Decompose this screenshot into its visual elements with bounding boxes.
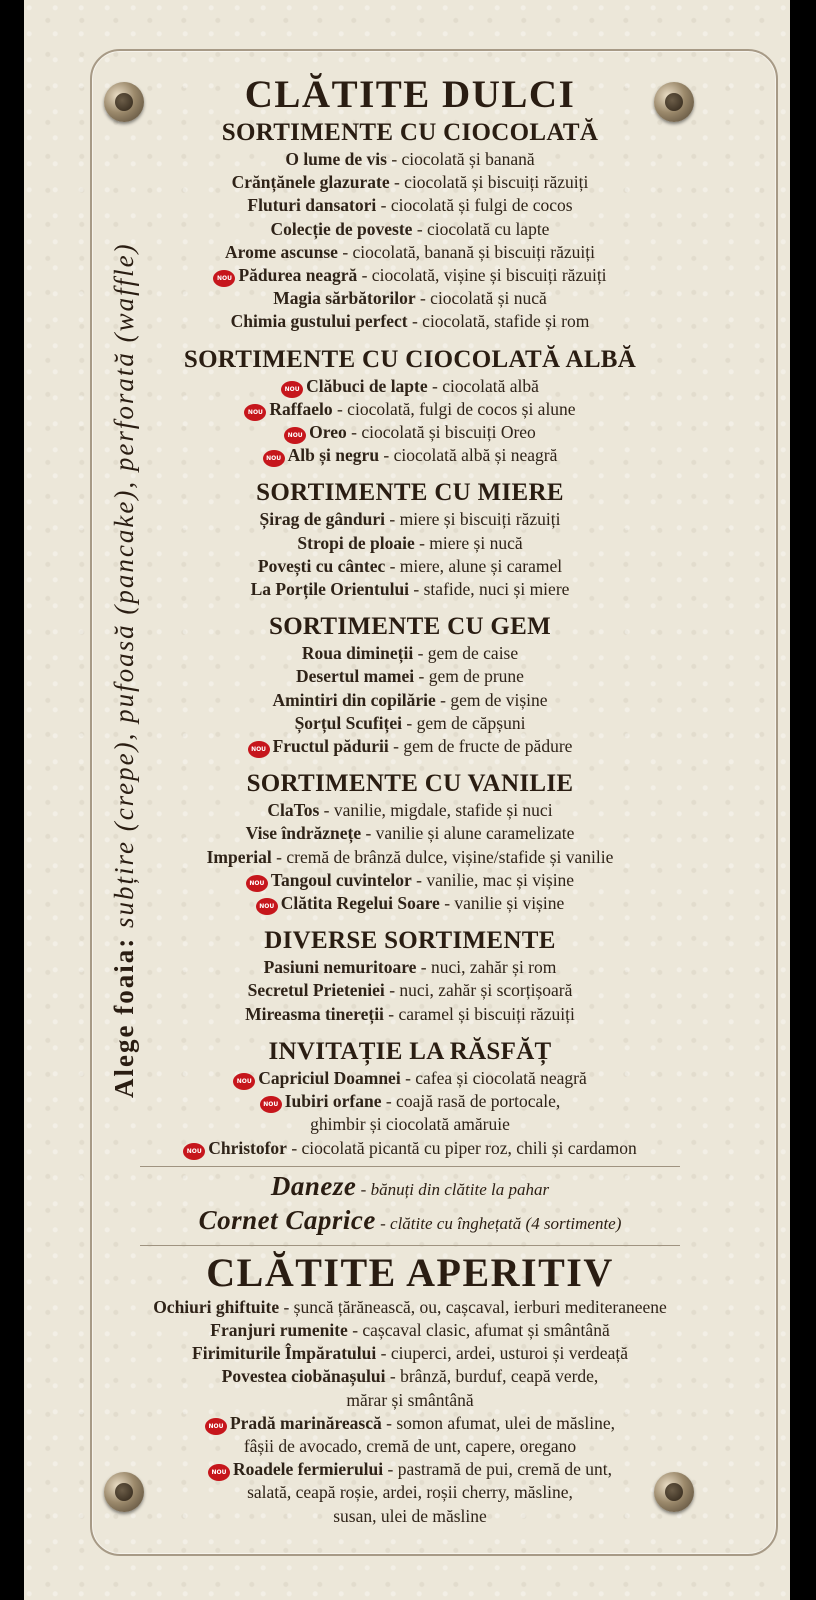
menu-item bbox=[100, 148, 720, 171]
item-description: - vanilie și alune caramelizate bbox=[361, 823, 575, 844]
item-description: - coajă rasă de portocale, bbox=[381, 1091, 561, 1112]
menu-item bbox=[100, 1342, 720, 1365]
special-description: - bănuți din clătite la pahar bbox=[356, 1179, 550, 1199]
item-name: Stropi de ploaie bbox=[297, 532, 415, 553]
menu-item bbox=[100, 218, 720, 241]
special-item bbox=[100, 1171, 720, 1205]
menu-item bbox=[100, 532, 720, 555]
item-description: - ciocolată cu lapte bbox=[412, 218, 550, 239]
new-badge-icon: NOU bbox=[233, 1073, 255, 1090]
item-description: - gem de fructe de pădure bbox=[388, 736, 573, 757]
new-badge-icon: NOU bbox=[281, 381, 303, 398]
menu-item bbox=[100, 892, 720, 915]
menu-item bbox=[100, 241, 720, 264]
aperitiv-title: CLĂTITE APERITIV bbox=[206, 1249, 614, 1295]
item-name: Roadele fermierului bbox=[232, 1459, 384, 1480]
new-badge-icon: NOU bbox=[213, 270, 235, 287]
section-gap bbox=[100, 915, 720, 926]
item-name: Alb și negru bbox=[287, 445, 380, 466]
item-name: Oreo bbox=[309, 422, 347, 443]
menu-section bbox=[100, 769, 720, 915]
item-description: - ciocolată și fulgi de cocos bbox=[376, 195, 573, 216]
menu-section bbox=[100, 926, 720, 1026]
menu-item bbox=[100, 1113, 720, 1136]
menu-item bbox=[100, 444, 720, 467]
item-description: fâșii de avocado, cremă de unt, capere, oregano bbox=[243, 1435, 577, 1456]
new-badge-icon: NOU bbox=[263, 450, 285, 467]
item-description: - nuci, zahăr și rom bbox=[416, 957, 557, 978]
menu-section bbox=[100, 1037, 720, 1160]
item-description: - gem de prune bbox=[414, 666, 524, 687]
section-title: SORTIMENTE CU MIERE bbox=[256, 479, 564, 507]
menu-section bbox=[100, 612, 720, 758]
item-name: Capriciul Doamnei bbox=[258, 1067, 401, 1088]
special-name: Cornet Caprice bbox=[198, 1204, 376, 1235]
item-description: - vanilie, migdale, stafide și nuci bbox=[319, 800, 553, 821]
menu-item bbox=[100, 1296, 720, 1319]
item-description: - caramel și biscuiți răzuiți bbox=[383, 1003, 575, 1024]
menu-item bbox=[100, 1319, 720, 1342]
item-description: - miere și biscuiți răzuiți bbox=[385, 509, 561, 530]
item-name: Mireasma tinereții bbox=[245, 1003, 384, 1024]
item-description: - gem de vișine bbox=[435, 689, 548, 710]
item-description: - cremă de brânză dulce, vișine/stafide și vanilie bbox=[271, 846, 614, 867]
item-description: - pastramă de pui, cremă de unt, bbox=[383, 1459, 613, 1480]
menu-item bbox=[100, 310, 720, 333]
item-description: - miere și nucă bbox=[414, 532, 523, 553]
sweet-sections bbox=[100, 118, 720, 1160]
item-name: Clăbuci de lapte bbox=[306, 375, 428, 396]
leaf-choice-prefix: Alege foaia: bbox=[109, 936, 139, 1098]
item-description: - miere, alune și caramel bbox=[385, 555, 563, 576]
menu-item bbox=[100, 665, 720, 688]
new-badge-icon: NOU bbox=[183, 1143, 205, 1160]
item-name: Christofor bbox=[208, 1137, 287, 1158]
item-description: - vanilie și vișine bbox=[439, 893, 565, 914]
item-name: Crănțănele glazurate bbox=[231, 172, 390, 193]
item-description: - ciocolată și biscuiți Oreo bbox=[346, 422, 536, 443]
item-description: - somon afumat, ulei de măsline, bbox=[381, 1412, 616, 1433]
item-description: salată, ceapă roșie, ardei, roșii cherry, măsline, bbox=[247, 1482, 573, 1503]
menu-item bbox=[100, 869, 720, 892]
section-gap bbox=[100, 601, 720, 612]
item-name: Povestea ciobănașului bbox=[221, 1366, 386, 1387]
section-title: SORTIMENTE CU VANILIE bbox=[246, 770, 574, 798]
item-description: - cașcaval clasic, afumat și smântână bbox=[347, 1319, 610, 1340]
menu-item bbox=[100, 822, 720, 845]
item-name: Firimiturile Împăratului bbox=[192, 1343, 377, 1364]
section-title: SORTIMENTE CU CIOCOLATĂ ALBĂ bbox=[183, 345, 637, 373]
item-description: - gem de caise bbox=[413, 643, 519, 664]
item-description: - stafide, nuci și miere bbox=[409, 579, 570, 600]
item-name: Pradă marinărească bbox=[229, 1412, 382, 1433]
menu-item bbox=[100, 1505, 720, 1528]
new-badge-icon: NOU bbox=[284, 427, 306, 444]
special-description: - clătite cu înghețată (4 sortimente) bbox=[375, 1213, 622, 1233]
section-gap bbox=[100, 467, 720, 478]
item-name: Desertul mamei bbox=[296, 666, 415, 687]
item-description: - ciocolată, banană și biscuiți răzuiți bbox=[337, 241, 595, 262]
menu-item bbox=[100, 171, 720, 194]
menu-item bbox=[100, 1435, 720, 1458]
item-description: - ciocolată albă bbox=[427, 375, 539, 396]
menu-item bbox=[100, 1481, 720, 1504]
item-name: ClaTos bbox=[267, 800, 320, 821]
item-name: Arome ascunse bbox=[225, 241, 338, 262]
section-title: DIVERSE SORTIMENTE bbox=[264, 927, 556, 955]
menu-item bbox=[100, 689, 720, 712]
section-title: SORTIMENTE CU CIOCOLATĂ bbox=[221, 119, 599, 146]
menu-item bbox=[100, 421, 720, 444]
item-description: - cafea și ciocolată neagră bbox=[400, 1067, 587, 1088]
item-description: - ciocolată și nucă bbox=[415, 288, 547, 309]
item-name: Chimia gustului perfect bbox=[230, 311, 408, 332]
new-badge-icon: NOU bbox=[248, 741, 270, 758]
item-description: ghimbir și ciocolată amăruie bbox=[310, 1114, 510, 1135]
menu-item bbox=[100, 194, 720, 217]
menu-item bbox=[100, 956, 720, 979]
item-name: Imperial bbox=[206, 846, 272, 867]
special-name: Daneze bbox=[270, 1170, 357, 1201]
new-badge-icon: NOU bbox=[260, 1096, 282, 1113]
menu-section bbox=[100, 118, 720, 334]
item-name: O lume de vis bbox=[285, 149, 387, 169]
item-name: Colecție de poveste bbox=[270, 218, 413, 239]
item-name: Pasiuni nemuritoare bbox=[263, 957, 417, 978]
item-description: - ciocolată, vișine și biscuiți răzuiți bbox=[357, 265, 607, 286]
menu-item bbox=[100, 555, 720, 578]
item-description: - gem de căpșuni bbox=[402, 712, 526, 733]
item-name: Raffaelo bbox=[269, 398, 333, 419]
menu-section bbox=[100, 345, 720, 468]
menu-item bbox=[100, 1067, 720, 1090]
menu-item bbox=[100, 508, 720, 531]
menu-item bbox=[100, 735, 720, 758]
item-name: Vise îndrăznețe bbox=[245, 823, 362, 844]
item-description: - vanilie, mac și vișine bbox=[411, 869, 575, 890]
item-name: Magia sărbătorilor bbox=[273, 288, 416, 309]
menu-item bbox=[100, 287, 720, 310]
menu-item bbox=[100, 846, 720, 869]
item-name: Șirag de gânduri bbox=[259, 509, 385, 530]
item-name: Amintiri din copilărie bbox=[272, 689, 436, 710]
item-description: - brânză, burduf, ceapă verde, bbox=[385, 1366, 599, 1387]
section-gap bbox=[100, 334, 720, 345]
item-name: Tangoul cuvintelor bbox=[270, 869, 412, 890]
item-name: Fluturi dansatori bbox=[247, 195, 377, 216]
new-badge-icon: NOU bbox=[256, 898, 278, 915]
section-gap bbox=[100, 1026, 720, 1037]
item-description: mărar și smântână bbox=[346, 1389, 474, 1410]
item-name: La Porțile Orientului bbox=[250, 579, 410, 600]
menu-item bbox=[100, 1365, 720, 1388]
divider-bottom bbox=[140, 1245, 680, 1246]
item-name: Ochiuri ghiftuite bbox=[153, 1296, 280, 1317]
new-badge-icon: NOU bbox=[244, 404, 266, 421]
menu-item bbox=[100, 712, 720, 735]
new-badge-icon: NOU bbox=[246, 875, 268, 892]
item-description: - ciocolată și biscuiți răzuiți bbox=[389, 172, 589, 193]
section-title: SORTIMENTE CU GEM bbox=[268, 613, 552, 641]
item-name: Clătita Regelui Soare bbox=[280, 893, 440, 914]
item-name: Iubiri orfane bbox=[284, 1091, 382, 1112]
menu-section bbox=[100, 478, 720, 601]
specials-list bbox=[100, 1171, 720, 1239]
item-description: susan, ulei de măsline bbox=[333, 1505, 487, 1526]
sweet-crepes-title: CLĂTITE DULCI bbox=[244, 73, 576, 116]
item-name: Roua dimineții bbox=[301, 643, 414, 664]
item-name: Șorțul Scufiței bbox=[294, 712, 402, 733]
menu-item bbox=[100, 799, 720, 822]
item-name: Pădurea neagră bbox=[238, 265, 358, 286]
menu-item bbox=[100, 264, 720, 287]
aperitiv-list bbox=[100, 1296, 720, 1528]
leaf-choice-options: subțire (crepe), pufoasă (pancake), perforată (waffle) bbox=[109, 242, 139, 929]
section-gap bbox=[100, 758, 720, 769]
item-name: Povești cu cântec bbox=[257, 555, 386, 576]
menu-item bbox=[100, 1090, 720, 1113]
menu-item bbox=[100, 979, 720, 1002]
menu-item bbox=[100, 1137, 720, 1160]
menu-item bbox=[100, 398, 720, 421]
item-description: - ciuperci, ardei, usturoi și verdeață bbox=[376, 1343, 628, 1364]
menu-item bbox=[100, 375, 720, 398]
menu-item bbox=[100, 1003, 720, 1026]
item-description: - ciocolată și banană bbox=[386, 149, 535, 169]
menu-item bbox=[100, 578, 720, 601]
menu-item bbox=[100, 1458, 720, 1481]
new-badge-icon: NOU bbox=[205, 1418, 227, 1435]
menu-item bbox=[100, 1389, 720, 1412]
menu-item bbox=[100, 642, 720, 665]
item-description: - nuci, zahăr și scorțișoară bbox=[384, 980, 573, 1001]
item-description: - ciocolată albă și neagră bbox=[379, 445, 558, 466]
item-description: - ciocolată picantă cu piper roz, chili și cardamon bbox=[286, 1137, 637, 1158]
item-name: Secretul Prieteniei bbox=[247, 980, 385, 1001]
divider-top bbox=[140, 1166, 680, 1167]
menu-item bbox=[100, 1412, 720, 1435]
item-name: Franjuri rumenite bbox=[210, 1319, 348, 1340]
item-description: - șuncă țărănească, ou, cașcaval, ierburi mediteraneene bbox=[279, 1296, 667, 1317]
menu-content bbox=[100, 72, 720, 1528]
item-description: - ciocolată, stafide și rom bbox=[407, 311, 590, 332]
section-title: INVITAȚIE LA RĂSFĂȚ bbox=[268, 1037, 552, 1065]
item-description: - ciocolată, fulgi de cocos și alune bbox=[332, 398, 576, 419]
new-badge-icon: NOU bbox=[208, 1464, 230, 1481]
item-name: Fructul pădurii bbox=[272, 736, 389, 757]
special-item bbox=[100, 1205, 720, 1239]
